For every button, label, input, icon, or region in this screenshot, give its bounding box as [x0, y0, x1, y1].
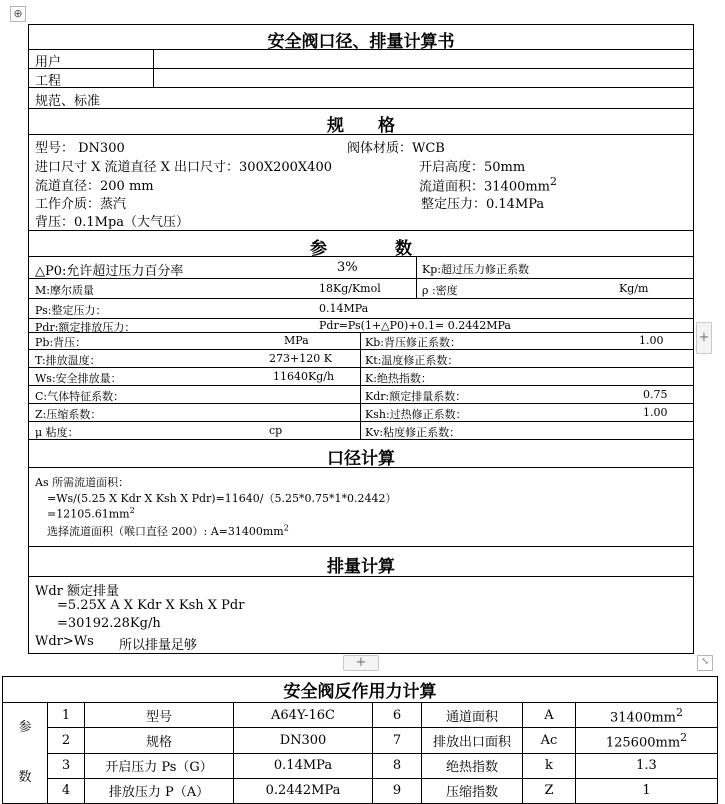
- pb-unit: MPa: [284, 334, 309, 347]
- flow-calc-line-4b: 所以排量足够: [119, 638, 198, 653]
- param-name: 通道面积: [422, 703, 523, 728]
- doc-title: 安全阀口径、排量计算书: [267, 32, 455, 52]
- spec-size: 进口尺寸 X 流道直径 X 出口尺寸：300X200X400: [35, 160, 332, 175]
- param-row-ws: [29, 368, 693, 386]
- ps-label: Ps:整定压力：: [35, 304, 107, 317]
- bore-calc-line-3: $=12105.61mm^2$: [47, 506, 135, 521]
- param-side-label: 参 数: [3, 703, 48, 804]
- param-row-ps: [29, 299, 693, 319]
- param-name: 绝热指数: [422, 753, 523, 778]
- project-label: 工程: [35, 74, 62, 89]
- spec-flow-area: 流道面积：$31400mm^2$: [419, 175, 558, 195]
- dp0-value: 3%: [337, 260, 358, 275]
- spec-heading: 规 格: [327, 116, 395, 136]
- ws-value: 11640Kg/h: [273, 370, 335, 383]
- bore-calc-line-2: =Ws/(5.25 X Kdr X Ksh X Pdr)=11640/（5.25*0.75*1*0.2442）: [47, 492, 397, 505]
- pb-label: Pb:背压：: [35, 336, 87, 349]
- add-column-button[interactable]: +: [696, 322, 712, 354]
- spec-back-pressure: 背压：0.1Mpa（大气压）: [35, 215, 190, 230]
- ksh-value: 1.00: [643, 406, 668, 419]
- param-value: $31400mm^2$: [576, 703, 718, 728]
- molar-mass-value: 18Kg/Kmol: [319, 282, 381, 295]
- dp0-label: △P0:允许超过压力百分率: [35, 264, 184, 279]
- table-row: [3, 703, 718, 728]
- param-name: 压缩指数: [422, 778, 523, 803]
- param-row-m: [29, 279, 693, 299]
- param-symbol: A: [523, 703, 576, 728]
- z-label: Z:压缩系数：: [35, 408, 102, 421]
- param-row-mu: [29, 422, 693, 440]
- bore-heading-row: [29, 440, 693, 468]
- temperature-value: 273+120 K: [269, 352, 332, 365]
- ps-value: 0.14MPa: [319, 302, 369, 315]
- param-symbol: k: [523, 753, 576, 778]
- spec-model: 型号： DN300: [35, 141, 125, 156]
- row-num: 6: [373, 703, 422, 728]
- param-name: 排放出口面积: [422, 728, 523, 753]
- row-num: 9: [373, 778, 422, 803]
- flow-calc-line-2: =5.25X A X Kdr X Ksh X Pdr: [57, 598, 245, 613]
- ksh-label: Ksh:过热修正系数：: [365, 408, 467, 421]
- param-symbol: Ac: [523, 728, 576, 753]
- row-num: 1: [48, 703, 85, 728]
- param-heading-row: [29, 231, 693, 257]
- table-row: [3, 753, 718, 778]
- kdr-value: 0.75: [643, 388, 668, 401]
- standard-row: [29, 88, 693, 109]
- param-name: 规格: [85, 728, 234, 753]
- spec-set-pressure: 整定压力：0.14MPa: [421, 197, 545, 212]
- spec-medium: 工作介质：蒸汽: [35, 197, 127, 212]
- table-resize-handle[interactable]: ⤡: [697, 655, 713, 671]
- reaction-title: 安全阀反作用力计算: [3, 677, 718, 703]
- bore-calc-block: [29, 468, 693, 547]
- param-heading: 参 数: [310, 239, 412, 259]
- project-field[interactable]: [155, 69, 691, 87]
- kb-value: 1.00: [639, 334, 664, 347]
- spec-heading-row: [29, 109, 693, 135]
- row-num: 2: [48, 728, 85, 753]
- param-name: 开启压力 Ps（G）: [85, 753, 234, 778]
- k-label: K:绝热指数：: [365, 372, 432, 385]
- spec-body-material: 阀体材质：WCB: [347, 141, 445, 156]
- row-num: 4: [48, 778, 85, 803]
- param-row-z: [29, 404, 693, 422]
- ws-label: Ws:安全排放量：: [35, 372, 122, 385]
- table-row: [3, 728, 718, 753]
- reaction-title-row: [3, 677, 718, 703]
- row-num: 3: [48, 753, 85, 778]
- user-row: [29, 50, 693, 69]
- user-field[interactable]: [155, 50, 691, 68]
- param-value: 1.3: [576, 753, 718, 778]
- c-label: C:气体特征系数：: [35, 390, 125, 403]
- param-name: 型号: [85, 703, 234, 728]
- flow-calc-line-3: =30192.28Kg/h: [57, 616, 161, 631]
- standard-label: 规范、标准: [35, 94, 101, 109]
- doc-title-row: [29, 25, 693, 50]
- param-row-pdr: [29, 319, 693, 333]
- param-value: DN300: [234, 728, 373, 753]
- bore-calc-line-4: 选择流道面积（喉口直径 200）: $A=31400mm^2$: [47, 523, 289, 538]
- density-label: ρ :密度: [422, 284, 458, 297]
- temperature-label: T:排放温度：: [35, 354, 101, 367]
- viscosity-label: μ 粘度：: [35, 426, 79, 439]
- param-value: 0.2442MPa: [234, 778, 373, 803]
- flow-calc-line-1: Wdr 额定排量: [35, 584, 120, 599]
- user-label: 用户: [35, 55, 62, 70]
- flow-calc-line-4a: Wdr>Ws: [35, 634, 94, 649]
- param-symbol: Z: [523, 778, 576, 803]
- kt-label: Kt:温度修正系数：: [365, 354, 459, 367]
- kv-label: Kv:粘度修正系数：: [365, 426, 461, 439]
- bore-heading: 口径计算: [327, 449, 395, 469]
- spec-block: [29, 135, 693, 231]
- add-row-button[interactable]: +: [343, 655, 379, 671]
- viscosity-unit: cp: [269, 424, 283, 437]
- kp-label: Kp:超过压力修正系数: [422, 263, 529, 276]
- kdr-label: Kdr:额定排量系数：: [365, 390, 467, 403]
- pdr-label: Pdr:额定排放压力：: [35, 321, 136, 334]
- flow-heading: 排量计算: [327, 557, 395, 577]
- param-name: 排放压力 P（A）: [85, 778, 234, 803]
- flow-calc-block: [29, 577, 693, 653]
- kb-label: Kb:背压修正系数：: [365, 336, 461, 349]
- param-value: 0.14MPa: [234, 753, 373, 778]
- row-num: 7: [373, 728, 422, 753]
- bore-calc-line-1: As 所需流道面积：: [35, 476, 130, 489]
- project-row: [29, 69, 693, 88]
- param-value: 1: [576, 778, 718, 803]
- param-value: $125600mm^2$: [576, 728, 718, 753]
- param-value: A64Y-16C: [234, 703, 373, 728]
- table-move-handle[interactable]: ⊕: [10, 6, 26, 22]
- flow-heading-row: [29, 547, 693, 577]
- param-row-c: [29, 386, 693, 404]
- molar-mass-label: M:摩尔质量: [35, 284, 94, 297]
- reaction-force-table: [2, 676, 718, 804]
- param-row-t: [29, 350, 693, 368]
- calc-document-table: [28, 24, 694, 654]
- pdr-value: Pdr=Ps(1+△P0)+0.1= 0.2442MPa: [319, 319, 511, 332]
- spec-lift: 开启高度：50mm: [419, 160, 526, 175]
- density-unit: Kg/m: [619, 282, 649, 295]
- spec-bore: 流道直径：200 mm: [35, 179, 154, 194]
- row-num: 8: [373, 753, 422, 778]
- param-row-pb: [29, 333, 693, 350]
- param-row-dp0: [29, 257, 693, 279]
